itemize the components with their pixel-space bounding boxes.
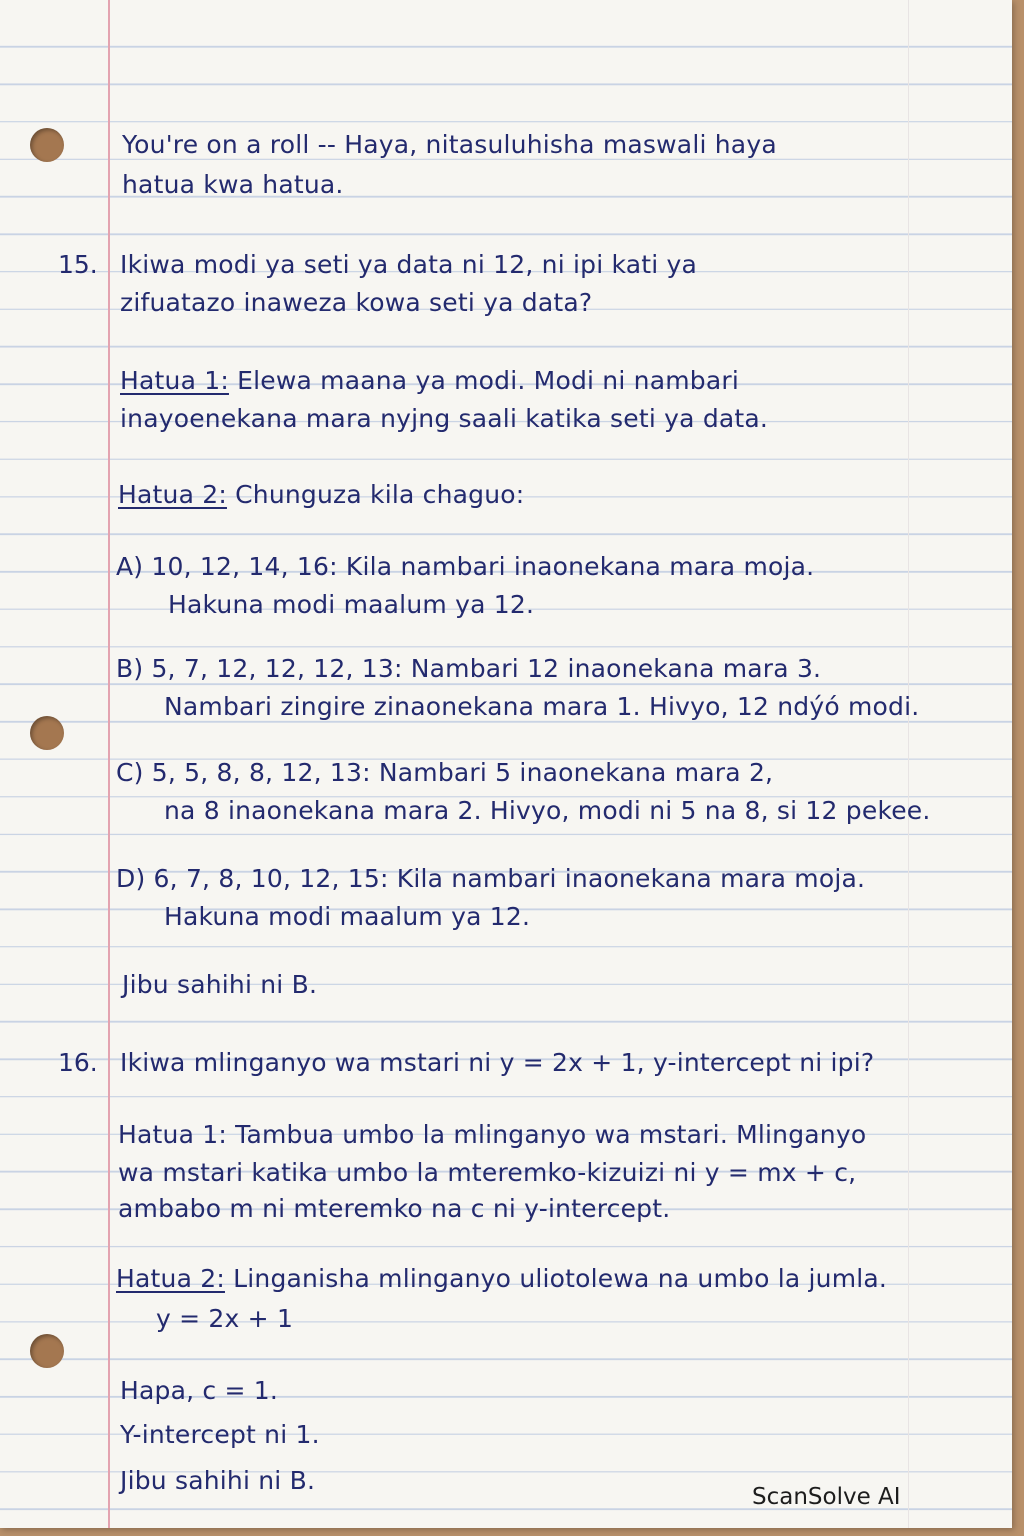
q15-step1 xyxy=(120,366,739,395)
q16-step2-label: Hatua 2: xyxy=(116,1264,225,1293)
q16-step2-text: Linganisha mlinganyo uliotolewa na umbo la jumla. xyxy=(233,1264,888,1293)
q15-answer: Jibu sahihi ni B. xyxy=(122,970,318,999)
scansolve-watermark: ScanSolve AI xyxy=(752,1484,901,1510)
q15-step2 xyxy=(118,480,524,509)
right-guide-line xyxy=(908,0,909,1528)
q16-equation: y = 2x + 1 xyxy=(156,1304,294,1333)
margin-line xyxy=(108,0,110,1528)
option-d-line-1: D) 6, 7, 8, 10, 12, 15: Kila nambari inaonekana mara moja. xyxy=(116,864,866,893)
q16-step1-line-3: ambabo m ni mteremko na c ni y-intercept. xyxy=(118,1194,671,1223)
option-b-line-2: Nambari zingire zinaonekana mara 1. Hivyo, 12 ndýó modi. xyxy=(164,692,920,721)
question-15-number: 15. xyxy=(58,250,98,279)
intro-line-1: You're on a roll -- Haya, nitasuluhisha maswali haya xyxy=(122,130,777,159)
punch-hole-bottom xyxy=(30,1334,64,1368)
question-16-number: 16. xyxy=(58,1048,98,1077)
option-a-line-2: Hakuna modi maalum ya 12. xyxy=(168,590,535,619)
q16-step1-line-2: wa mstari katika umbo la mteremko-kizuizi ni y = mx + c, xyxy=(118,1158,857,1187)
q16-step1-line-1: Hatua 1: Tambua umbo la mlinganyo wa mstari. Mlinganyo xyxy=(118,1120,867,1149)
question-15-line-1: Ikiwa modi ya seti ya data ni 12, ni ipi kati ya xyxy=(120,250,698,279)
q16-step2 xyxy=(116,1264,887,1293)
q15-step2-label: Hatua 2: xyxy=(118,480,227,509)
q16-result-line-2: Y-intercept ni 1. xyxy=(120,1420,320,1449)
q16-answer: Jibu sahihi ni B. xyxy=(120,1466,316,1495)
option-b-line-1: B) 5, 7, 12, 12, 12, 13: Nambari 12 inaonekana mara 3. xyxy=(116,654,822,683)
option-a-line-1: A) 10, 12, 14, 16: Kila nambari inaonekana mara moja. xyxy=(116,552,815,581)
punch-hole-middle xyxy=(30,716,64,750)
option-c-line-2: na 8 inaonekana mara 2. Hivyo, modi ni 5 na 8, si 12 pekee. xyxy=(164,796,931,825)
question-16-text: Ikiwa mlinganyo wa mstari ni y = 2x + 1, y-intercept ni ipi? xyxy=(120,1048,875,1077)
q15-step1-label: Hatua 1: xyxy=(120,366,229,395)
q15-step2-text: Chunguza kila chaguo: xyxy=(235,480,525,509)
q16-result-line-1: Hapa, c = 1. xyxy=(120,1376,279,1405)
option-d-line-2: Hakuna modi maalum ya 12. xyxy=(164,902,531,931)
option-c-line-1: C) 5, 5, 8, 8, 12, 13: Nambari 5 inaonekana mara 2, xyxy=(116,758,774,787)
q15-step1-line-2: inayoenekana mara nyjng saali katika seti ya data. xyxy=(120,404,769,433)
question-15-line-2: zifuatazo inaweza kowa seti ya data? xyxy=(120,288,593,317)
intro-line-2: hatua kwa hatua. xyxy=(122,170,344,199)
punch-hole-top xyxy=(30,128,64,162)
q15-step1-text: Elewa maana ya modi. Modi ni nambari xyxy=(237,366,739,395)
